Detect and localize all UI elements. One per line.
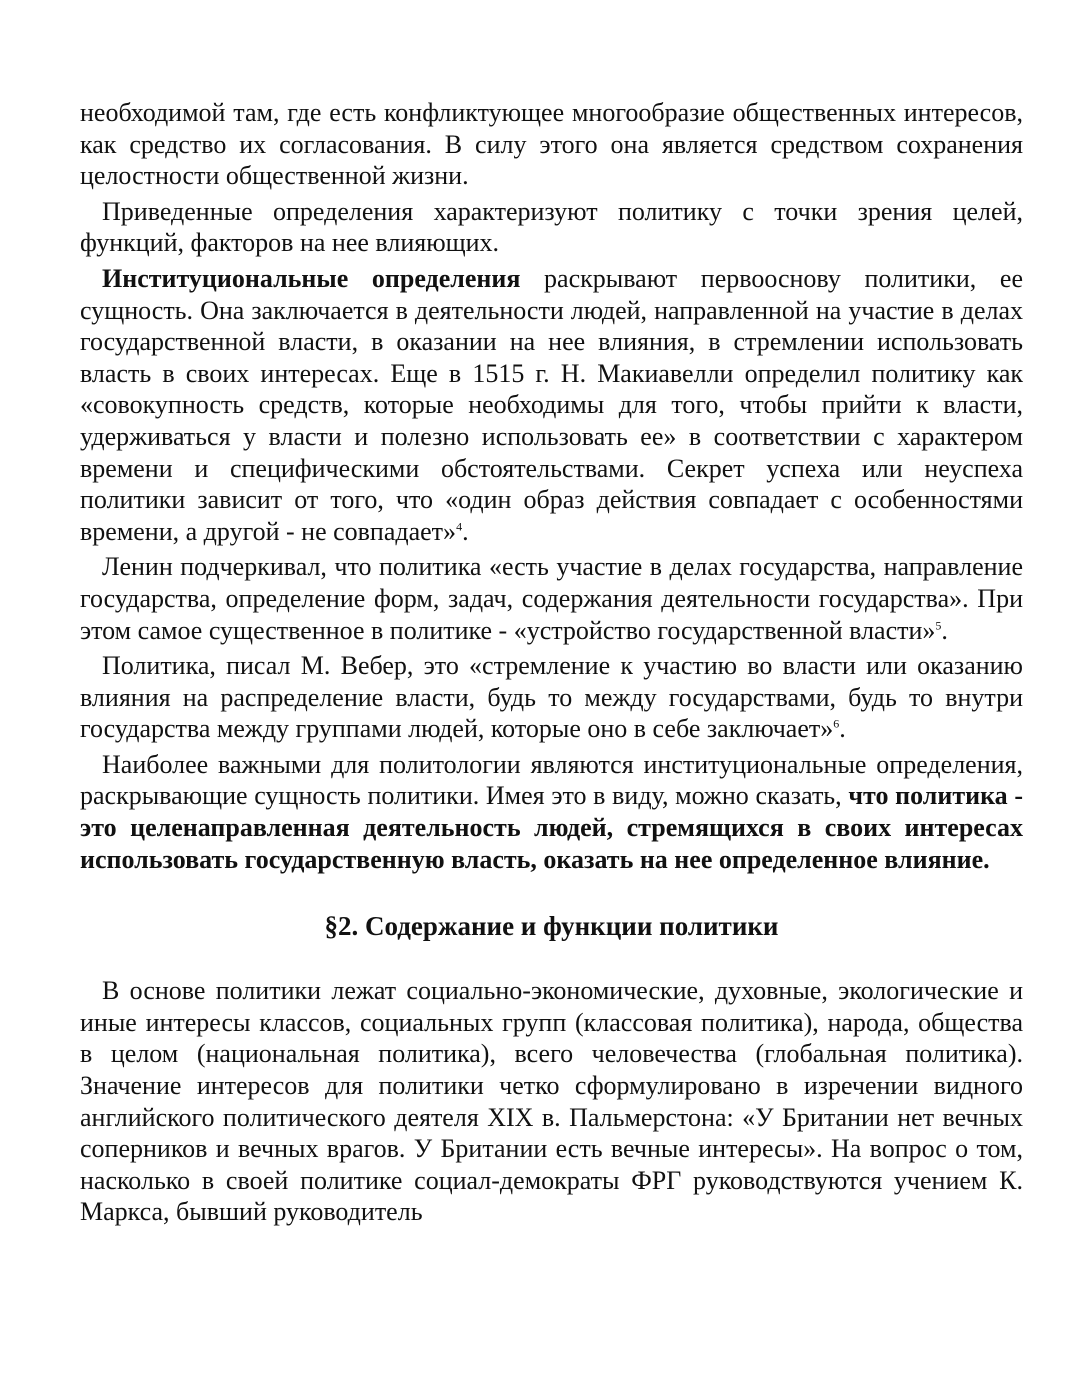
paragraph-end: . <box>839 714 846 744</box>
paragraph-continuation <box>80 97 1023 192</box>
footnote-ref: 5 <box>935 617 942 632</box>
paragraph-text: Политика, писал М. Вебер, это «стремление к участию во власти или оказанию влияния на распределение власти, будь то между государствами, будь то внутри государства между группами людей, которые оно в себе заключает» <box>80 651 1023 744</box>
paragraph-end: . <box>941 615 948 645</box>
paragraph-lenin <box>80 551 1023 646</box>
section-heading: §2. Содержание и функции политики <box>324 911 779 942</box>
paragraph-text: Наиболее важными для политологии являются институциональные определения, раскрывающие сущность политики. Имея это в виду, можно сказать, <box>80 749 1023 811</box>
paragraph-institutional-definitions <box>80 263 1023 547</box>
footnote-ref: 4 <box>456 519 463 534</box>
paragraph-definition-conclusion <box>80 749 1023 875</box>
paragraph-text: Приведенные определения характеризуют политику с точки зрения целей, функций, факторов на нее влияющих. <box>80 196 1023 258</box>
footnote-ref: 6 <box>833 716 840 731</box>
paragraph-weber <box>80 650 1023 745</box>
paragraph-text: раскрывают первооснову политики, ее сущность. Она заключается в деятельности людей, направленной на участие в делах государственной власти, в оказании на нее влияния, в стремлении использовать власть в своих интересах. Еще в 1515 г. Н. Макиавелли определил политику как «совокупность средств, которые необходимы для того, чтобы прийти к власти, удерживаться у власти и полезно использовать ее» в соответствии с характером времени и специфическими обстоятельствами. Секрет успеха или неуспеха политики зависит от того, что «один образ действия совпадает с особенностями времени, а другой - не совпадает» <box>80 263 1023 546</box>
paragraph-end: . <box>462 516 469 546</box>
paragraph-interests <box>80 975 1023 1228</box>
paragraph-text: необходимой там, где есть конфликтующее многообразие общественных интересов, как средство их согласования. В силу этого она является средством сохранения целостности общественной жизни. <box>80 98 1023 191</box>
paragraph-text: Ленин подчеркивал, что политика «есть участие в делах государства, направление государства, определение форм, задач, содержания деятельности государства». При этом самое существенное в политике - «устройство государственной власти» <box>80 552 1023 645</box>
paragraph-definitions-summary <box>80 196 1023 259</box>
bold-definition: что политика - это целенаправленная деятельность людей, стремящихся в своих интересах использовать государственную власть, оказать на нее определенное влияние. <box>80 781 1024 874</box>
bold-term: Институциональные определения <box>102 263 521 293</box>
paragraph-text: В основе политики лежат социально-экономические, духовные, экологические и иные интересы классов, социальных групп (классовая политика), народа, общества в целом (национальная политика), всего человечества (глобальная политика). Значение интересов для политики четко сформулировано в изречении видного английского политического деятеля XIX в. Пальмерстона: «У Британии нет вечных соперников и вечных врагов. У Британии есть вечные интересы». На вопрос о том, насколько в своей политике социал-демократы ФРГ руководствуются учением К. Маркса, бывший руководитель <box>80 976 1023 1227</box>
